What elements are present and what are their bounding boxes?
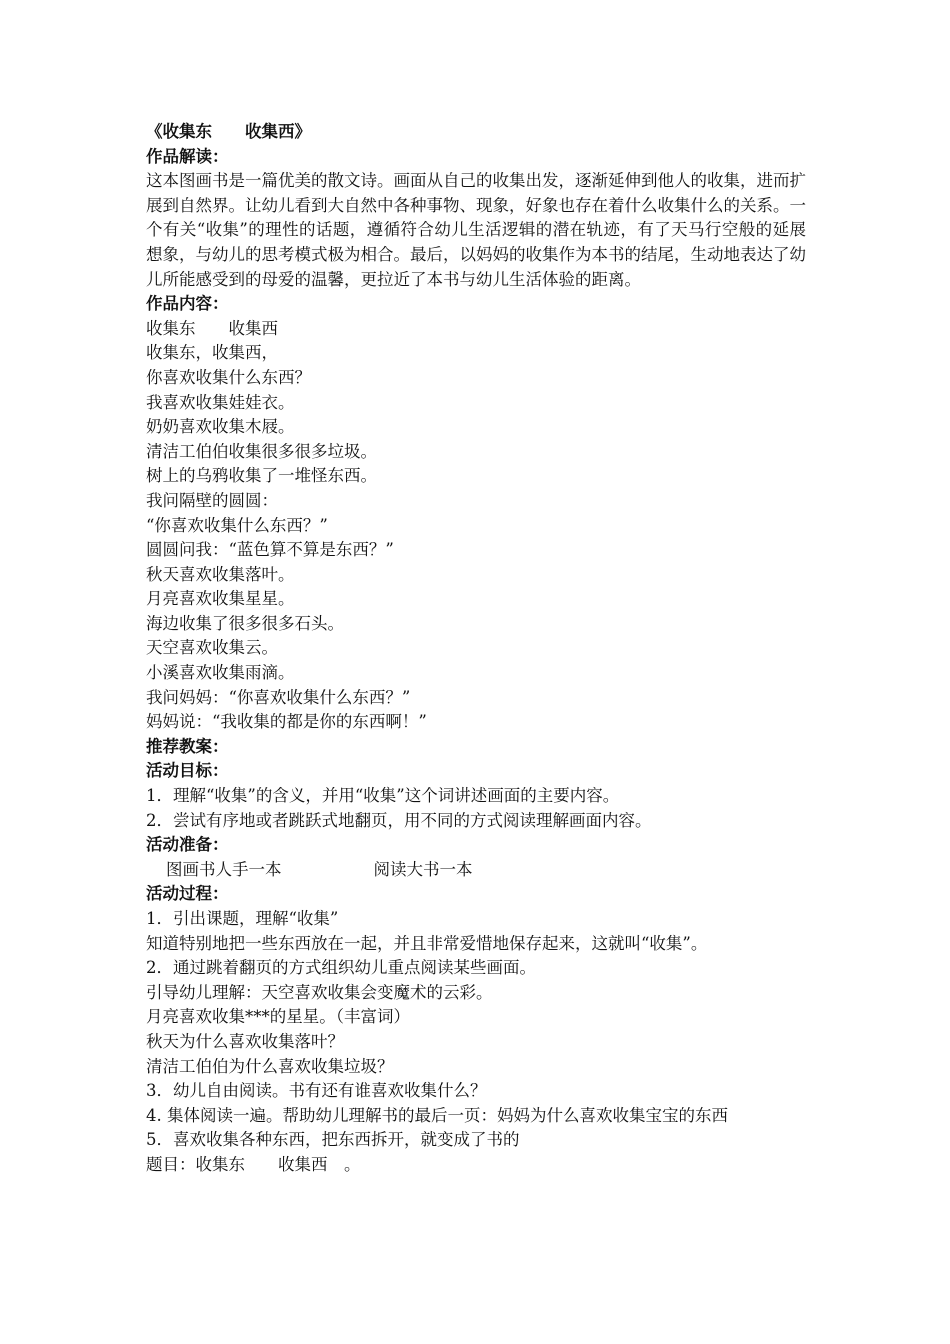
prep-item-bigbook: 阅读大书一本 [373, 859, 473, 879]
content-line: 我喜欢收集娃娃衣。 [146, 392, 295, 412]
process-line: 3．幼儿自由阅读。书有还有谁喜欢收集什么？ [146, 1081, 487, 1101]
content-heading: 作品内容： [146, 294, 229, 314]
content-line: 月亮喜欢收集星星。 [146, 589, 295, 609]
goal-line: 2．尝试有序地或者跳跃式地翻页，用不同的方式阅读理解画面内容。 [146, 810, 652, 830]
content-line: 天空喜欢收集云。 [146, 638, 278, 658]
content-line: 收集东 收集西 [146, 318, 278, 338]
reading-heading: 作品解读： [146, 146, 229, 166]
goal-heading: 活动目标： [146, 761, 229, 781]
process-heading: 活动过程： [146, 884, 229, 904]
process-line: 题目：收集东 收集西 。 [146, 1154, 361, 1174]
content-line: 小溪喜欢收集雨滴。 [146, 663, 295, 683]
document-title: 《收集东 收集西》 [146, 122, 311, 141]
process-line: 4. 集体阅读一遍。帮助幼儿理解书的最后一页：妈妈为什么喜欢收集宝宝的东西 [146, 1105, 728, 1125]
content-line: 我问隔壁的圆圆： [146, 490, 278, 510]
prep-heading: 活动准备： [146, 835, 229, 855]
process-line: 1．引出课题，理解“收集” [146, 909, 339, 928]
content-line: 圆圆问我：“蓝色算不算是东西？” [146, 540, 394, 560]
process-line: 5．喜欢收集各种东西，把东西拆开，就变成了书的 [146, 1130, 520, 1150]
content-line: 奶奶喜欢收集木屐。 [146, 417, 295, 437]
prep-line [146, 858, 836, 883]
content-line: 秋天喜欢收集落叶。 [146, 564, 295, 584]
content-line: 妈妈说：“我收集的都是你的东西啊！” [146, 712, 427, 732]
process-line: 清洁工伯伯为什么喜欢收集垃圾？ [146, 1056, 394, 1076]
goal-line: 1．理解“收集”的含义，并用“收集”这个词讲述画面的主要内容。 [146, 786, 620, 806]
process-line: 秋天为什么喜欢收集落叶？ [146, 1031, 344, 1051]
content-line: 我问妈妈：“你喜欢收集什么东西？” [146, 687, 411, 707]
content-line: 清洁工伯伯收集很多很多垃圾。 [146, 441, 377, 461]
content-line: 你喜欢收集什么东西？ [146, 367, 311, 387]
document-page [146, 120, 836, 1178]
reading-paragraph: 这本图画书是一篇优美的散文诗。画面从自己的收集出发，逐渐延伸到他人的收集，进而扩展到自然界。让幼儿看到大自然中各种事物、现象，好象也存在着什么收集什么的关系。一个有关“收集”的理性的话题，遵循符合幼儿生活逻辑的潜在轨迹，有了天马行空般的延展想象，与幼儿的思考模式极为相合。最后，以妈妈的收集作为本书的结尾，生动地表达了幼儿所能感受到的母爱的温馨，更拉近了本书与幼儿生活体验的距离。 [146, 171, 806, 289]
content-line: 收集东，收集西， [146, 343, 278, 363]
content-line: “你喜欢收集什么东西？” [146, 515, 328, 535]
content-line: 海边收集了很多很多石头。 [146, 613, 344, 633]
process-line: 2．通过跳着翻页的方式组织幼儿重点阅读某些画面。 [146, 958, 536, 978]
process-line: 月亮喜欢收集***的星星。（丰富词） [146, 1007, 410, 1027]
process-line: 知道特别地把一些东西放在一起，并且非常爱惜地保存起来，这就叫“收集”。 [146, 933, 708, 953]
process-line: 引导幼儿理解：天空喜欢收集会变魔术的云彩。 [146, 982, 493, 1002]
content-line: 树上的乌鸦收集了一堆怪东西。 [146, 466, 377, 486]
plan-heading: 推荐教案： [146, 736, 229, 756]
prep-item-books: 图画书人手一本 [166, 859, 282, 879]
